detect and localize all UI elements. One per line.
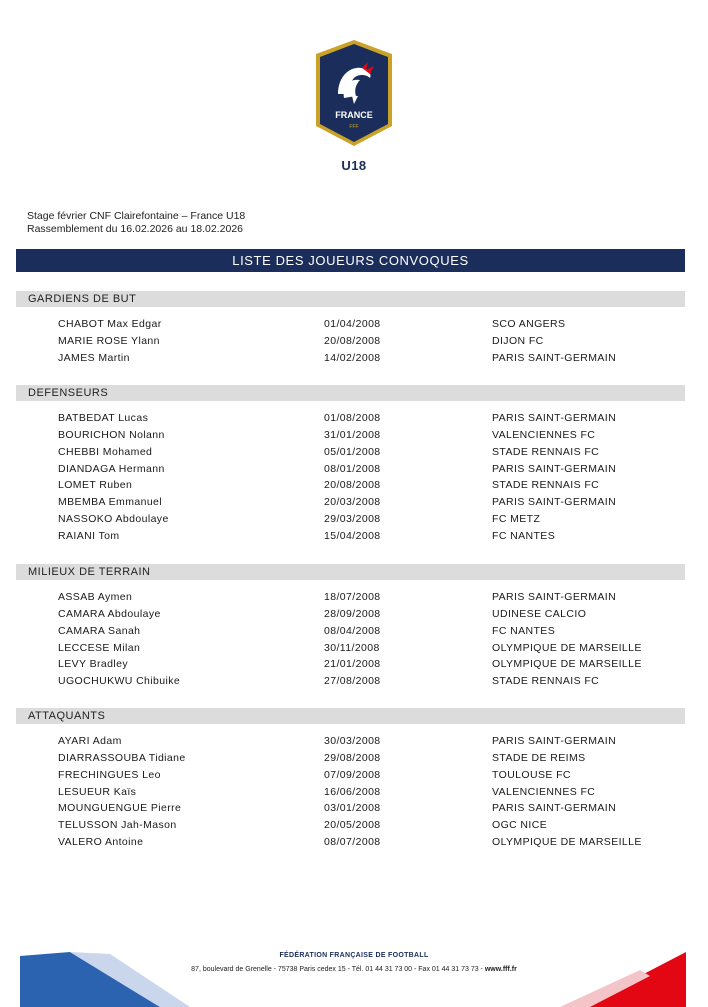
player-dob: 14/02/2008 (324, 351, 381, 364)
player-club: OLYMPIQUE DE MARSEILLE (492, 836, 642, 849)
player-row (16, 674, 685, 691)
player-name: CAMARA Abdoulaye (58, 607, 161, 620)
player-row (16, 801, 685, 818)
player-name: AYARI Adam (58, 735, 122, 747)
player-name: CHEBBI Mohamed (58, 445, 153, 458)
player-dob: 15/04/2008 (324, 529, 381, 542)
section-1 (16, 385, 685, 546)
intro-line-2: Rassemblement du 16.02.2026 au 18.02.2026 (27, 223, 243, 235)
player-row (16, 445, 685, 462)
player-list (16, 317, 685, 368)
player-dob: 30/11/2008 (324, 641, 380, 654)
player-row (16, 512, 685, 529)
section-title: MILIEUX DE TERRAIN (16, 564, 685, 580)
player-name: UGOCHUKWU Chibuike (58, 675, 181, 688)
player-club: FC NANTES (492, 624, 556, 637)
player-name: MOUNGUENGUE Pierre (58, 802, 182, 815)
player-name: DIARRASSOUBA Tidiane (58, 751, 186, 764)
player-dob: 21/01/2008 (324, 658, 381, 671)
player-name: NASSOKO Abdoulaye (58, 513, 169, 526)
player-dob: 31/01/2008 (324, 428, 381, 441)
player-club: SCO ANGERS (492, 318, 566, 330)
player-row (16, 835, 685, 852)
player-club: DIJON FC (492, 334, 544, 347)
player-club: PARIS SAINT-GERMAIN (492, 496, 617, 509)
section-title: GARDIENS DE BUT (16, 291, 685, 307)
player-name: FRECHINGUES Leo (58, 768, 161, 781)
player-dob: 18/07/2008 (324, 591, 381, 603)
footer-address: 87, boulevard de Grenelle - 75738 Paris cedex 15 - Tél. 01 44 31 73 00 - Fax 01 44 31 73 73 - (191, 966, 485, 973)
player-dob: 20/05/2008 (324, 819, 381, 832)
player-club: FC METZ (492, 513, 541, 526)
player-name: TELUSSON Jah-Mason (58, 819, 177, 832)
player-list (16, 734, 685, 852)
player-row (16, 428, 685, 445)
player-dob: 29/03/2008 (324, 513, 381, 526)
player-name: BOURICHON Nolann (58, 428, 165, 441)
fff-crest-icon (308, 38, 400, 150)
logo-small-text: FFF (349, 124, 359, 130)
player-club: VALENCIENNES FC (492, 785, 596, 798)
player-dob: 28/09/2008 (324, 607, 381, 620)
player-club: STADE RENNAIS FC (492, 445, 600, 458)
player-club: STADE DE REIMS (492, 751, 586, 764)
player-club: PARIS SAINT-GERMAIN (492, 591, 617, 603)
player-club: PARIS SAINT-GERMAIN (492, 351, 617, 364)
player-list (16, 411, 685, 546)
player-dob: 07/09/2008 (324, 768, 381, 781)
player-row (16, 624, 685, 641)
player-row (16, 785, 685, 802)
player-club: STADE RENNAIS FC (492, 479, 600, 492)
section-title: ATTAQUANTS (16, 708, 685, 724)
player-dob: 20/03/2008 (324, 496, 381, 509)
player-club: PARIS SAINT-GERMAIN (492, 735, 617, 747)
player-row (16, 734, 685, 751)
player-club: VALENCIENNES FC (492, 428, 596, 441)
player-row (16, 818, 685, 835)
player-row (16, 607, 685, 624)
player-dob: 01/04/2008 (324, 318, 381, 330)
player-club: TOULOUSE FC (492, 768, 571, 781)
player-name: DIANDAGA Hermann (58, 462, 165, 475)
player-dob: 01/08/2008 (324, 412, 381, 424)
player-dob: 08/04/2008 (324, 624, 381, 637)
player-name: ASSAB Aymen (58, 591, 133, 603)
player-row (16, 657, 685, 674)
player-club: OGC NICE (492, 819, 548, 832)
intro-line-1: Stage février CNF Clairefontaine – France U18 (27, 210, 246, 222)
player-club: OLYMPIQUE DE MARSEILLE (492, 641, 642, 654)
player-name: RAIANI Tom (58, 529, 120, 542)
player-dob: 03/01/2008 (324, 802, 381, 815)
section-0 (16, 291, 685, 368)
player-row (16, 462, 685, 479)
footer-org-name: FÉDÉRATION FRANÇAISE DE FOOTBALL (279, 952, 429, 959)
player-name: MBEMBA Emmanuel (58, 496, 163, 509)
footer-address-line (0, 966, 708, 973)
list-banner: LISTE DES JOUEURS CONVOQUES (16, 249, 685, 272)
player-club: STADE RENNAIS FC (492, 675, 600, 688)
player-dob: 08/07/2008 (324, 836, 381, 849)
player-dob: 16/06/2008 (324, 785, 381, 798)
player-club: UDINESE CALCIO (492, 607, 587, 620)
player-row (16, 351, 685, 368)
player-club: PARIS SAINT-GERMAIN (492, 462, 617, 475)
player-row (16, 478, 685, 495)
team-label: U18 (341, 158, 367, 173)
player-name: LOMET Ruben (58, 479, 133, 492)
player-dob: 27/08/2008 (324, 675, 381, 688)
player-row (16, 590, 685, 607)
player-row (16, 334, 685, 351)
intro-block (27, 210, 245, 236)
player-name: CAMARA Sanah (58, 624, 141, 637)
player-dob: 30/03/2008 (324, 735, 381, 747)
section-title: DEFENSEURS (16, 385, 685, 401)
player-name: MARIE ROSE Ylann (58, 334, 160, 347)
player-club: PARIS SAINT-GERMAIN (492, 802, 617, 815)
player-row (16, 751, 685, 768)
player-name: VALERO Antoine (58, 836, 144, 849)
player-name: LECCESE Milan (58, 641, 141, 654)
logo-text: FRANCE (335, 110, 373, 120)
player-dob: 20/08/2008 (324, 334, 381, 347)
player-row (16, 495, 685, 512)
section-2 (16, 564, 685, 691)
footer-website[interactable]: www.fff.fr (484, 966, 517, 973)
player-row (16, 768, 685, 785)
player-club: PARIS SAINT-GERMAIN (492, 412, 617, 424)
player-name: BATBEDAT Lucas (58, 412, 149, 424)
player-dob: 08/01/2008 (324, 462, 381, 475)
fff-u18-logo (296, 38, 412, 178)
section-3 (16, 708, 685, 852)
player-dob: 05/01/2008 (324, 445, 381, 458)
player-name: LESUEUR Kaïs (58, 785, 137, 798)
player-name: LEVY Bradley (58, 658, 128, 671)
player-row (16, 529, 685, 546)
player-name: CHABOT Max Edgar (58, 318, 162, 330)
player-row (16, 411, 685, 428)
player-row (16, 641, 685, 658)
player-list (16, 590, 685, 691)
player-club: FC NANTES (492, 529, 556, 542)
player-club: OLYMPIQUE DE MARSEILLE (492, 658, 642, 671)
player-name: JAMES Martin (58, 351, 130, 364)
player-dob: 20/08/2008 (324, 479, 381, 492)
player-row (16, 317, 685, 334)
player-dob: 29/08/2008 (324, 751, 381, 764)
